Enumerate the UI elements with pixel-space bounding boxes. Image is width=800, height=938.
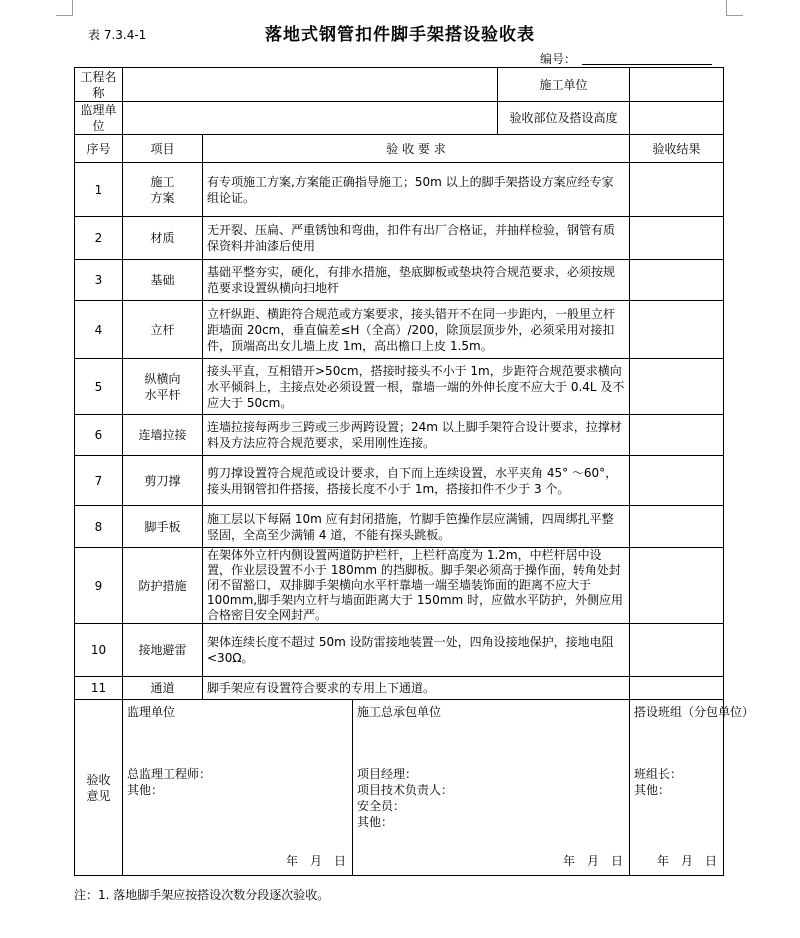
table-row — [75, 359, 724, 415]
row-item: 立杆 — [123, 301, 203, 359]
crop-mark — [726, 0, 727, 16]
header-row-project — [75, 68, 724, 102]
row-no: 9 — [75, 548, 123, 624]
crew-sign-block[interactable] — [630, 700, 755, 876]
row-no: 5 — [75, 359, 123, 415]
supervision-title: 监理单位 — [127, 705, 176, 719]
row-requirement: 施工层以下每隔 10m 应有封闭措施，竹脚手笆操作层应满铺，四周绑扎平整竖固，全高至少满铺 4 道，不能有探头跳板。 — [203, 506, 630, 548]
crew-date: 年 月 日 — [656, 854, 717, 868]
acceptance-table — [74, 67, 755, 876]
row-item: 通道 — [123, 677, 203, 700]
row-requirement: 基础平整夯实，硬化，有排水措施，垫底脚板或垫块符合规范要求，必须按规范要求设置纵横向扫地杆 — [203, 260, 630, 301]
row-requirement: 脚手架应有设置符合要求的专用上下通道。 — [203, 677, 630, 700]
row-result[interactable] — [630, 624, 724, 677]
table-row — [75, 260, 724, 301]
row-item: 脚手板 — [123, 506, 203, 548]
supervision-unit-value[interactable] — [123, 102, 498, 135]
crop-mark — [56, 15, 73, 16]
supervision-unit-label: 监理单位 — [75, 102, 123, 135]
inspection-part-value[interactable] — [630, 102, 724, 135]
table-row — [75, 415, 724, 456]
table-row — [75, 677, 724, 700]
row-item: 材质 — [123, 217, 203, 260]
page-title: 落地式钢管扣件脚手架搭设验收表 — [265, 25, 535, 45]
table-row — [75, 163, 724, 217]
row-requirement: 架体连续长度不超过 50m 设防雷接地装置一处，四角设接地保护，接地电阻<30Ω。 — [203, 624, 630, 677]
row-no: 4 — [75, 301, 123, 359]
row-result[interactable] — [630, 163, 724, 217]
project-manager-label: 项目经理： — [357, 767, 418, 781]
row-requirement: 剪刀撑设置符合规范或设计要求，自下而上连续设置，水平夹角 45° ～60°，接头用钢管扣件搭接，搭接长度不小于 1m，搭接扣件不少于 3 个。 — [203, 456, 630, 506]
row-no: 1 — [75, 163, 123, 217]
row-result[interactable] — [630, 506, 724, 548]
row-item: 连墙拉接 — [123, 415, 203, 456]
supervision-sign-block[interactable] — [123, 700, 353, 876]
contractor-title: 施工总承包单位 — [357, 705, 442, 719]
table-row — [75, 506, 724, 548]
crop-mark — [72, 0, 73, 16]
row-item: 施工 方案 — [123, 163, 203, 217]
table-row — [75, 548, 724, 624]
row-result[interactable] — [630, 415, 724, 456]
table-row — [75, 624, 724, 677]
row-requirement: 在架体外立杆内侧设置两道防护栏杆，上栏杆高度为 1.2m，中栏杆居中设置，作业层设置不小于 180mm 的挡脚板。脚手架必须高于操作面，转角处封闭不留豁口，双排脚手架横向水平杆靠墙一端至墙装饰面的距离不应大于 100mm,脚手架内立杆与墙面距离大于 150mm 时，应做水平防护，外侧应用合格密目安全网封严。 — [203, 548, 630, 624]
row-no: 6 — [75, 415, 123, 456]
serial-number-label: 编号： — [540, 52, 577, 66]
construction-unit-value[interactable] — [630, 68, 724, 102]
row-requirement: 接头平直，互相错开>50cm，搭接时接头不小于 1m，步距符合规范要求横向水平倾斜上，主接点处必须设置一根，靠墙一端的外伸长度不应大于 0.4L 及不应大于 50cm。 — [203, 359, 630, 415]
row-result[interactable] — [630, 301, 724, 359]
column-header-no: 序号 — [75, 135, 123, 163]
row-no: 2 — [75, 217, 123, 260]
row-result[interactable] — [630, 359, 724, 415]
contractor-sign-block[interactable] — [353, 700, 630, 876]
row-result[interactable] — [630, 548, 724, 624]
acceptance-opinion-label: 验收 意见 — [75, 700, 123, 876]
project-name-label: 工程名称 — [75, 68, 123, 102]
project-name-value[interactable] — [123, 68, 498, 102]
row-item: 基础 — [123, 260, 203, 301]
row-result[interactable] — [630, 260, 724, 301]
acceptance-row — [75, 700, 724, 876]
table-id: 表 7.3.4-1 — [88, 28, 147, 42]
supervision-date: 年 月 日 — [285, 854, 346, 868]
crew-other-label: 其他： — [634, 783, 671, 797]
row-result[interactable] — [630, 217, 724, 260]
row-result[interactable] — [630, 456, 724, 506]
row-no: 11 — [75, 677, 123, 700]
supervision-other-label: 其他： — [127, 783, 164, 797]
crew-title: 搭设班组（分包单位） — [634, 705, 755, 719]
row-no: 8 — [75, 506, 123, 548]
row-requirement: 有专项施工方案,方案能正确指导施工；50m 以上的脚手架搭设方案应经专家组论证。 — [203, 163, 630, 217]
column-header-requirement: 验 收 要 求 — [203, 135, 630, 163]
row-no: 3 — [75, 260, 123, 301]
table-row — [75, 301, 724, 359]
table-row — [75, 456, 724, 506]
chief-supervisor-label: 总监理工程师： — [127, 767, 212, 781]
construction-unit-label: 施工单位 — [498, 68, 630, 102]
row-item: 防护措施 — [123, 548, 203, 624]
row-item: 纵横向 水平杆 — [123, 359, 203, 415]
column-header-result: 验收结果 — [630, 135, 724, 163]
row-result[interactable] — [630, 677, 724, 700]
serial-number-field[interactable] — [582, 64, 712, 65]
crew-leader-label: 班组长： — [634, 767, 683, 781]
row-requirement: 连墙拉接每两步三跨或三步两跨设置；24m 以上脚手架符合设计要求，拉撑材料及方法应符合规范要求，采用刚性连接。 — [203, 415, 630, 456]
row-requirement: 立杆纵距、横距符合规范或方案要求，接头错开不在同一步距内，一般里立杆距墙面 20cm，垂直偏差≤H（全高）/200，除顶层顶步外，必须采用对接扣件，顶端高出女儿墙上皮 1m，高出檐口上皮 1.5m。 — [203, 301, 630, 359]
contractor-other-label: 其他： — [357, 815, 394, 829]
table-row — [75, 217, 724, 260]
column-header-item: 项目 — [123, 135, 203, 163]
row-no: 10 — [75, 624, 123, 677]
inspection-part-label: 验收部位及搭设高度 — [498, 102, 630, 135]
crop-mark — [726, 15, 743, 16]
row-no: 7 — [75, 456, 123, 506]
row-requirement: 无开裂、压扁、严重锈蚀和弯曲，扣件有出厂合格证，并抽样检验，钢管有质保资料并油漆后使用 — [203, 217, 630, 260]
safety-officer-label: 安全员： — [357, 799, 406, 813]
row-item: 接地避雷 — [123, 624, 203, 677]
column-header-row — [75, 135, 724, 163]
contractor-date: 年 月 日 — [562, 854, 623, 868]
footnote: 注：1. 落地脚手架应按搭设次数分段逐次验收。 — [74, 888, 330, 902]
header-row-supervision — [75, 102, 724, 135]
row-item: 剪刀撑 — [123, 456, 203, 506]
technical-lead-label: 项目技术负责人： — [357, 783, 454, 797]
